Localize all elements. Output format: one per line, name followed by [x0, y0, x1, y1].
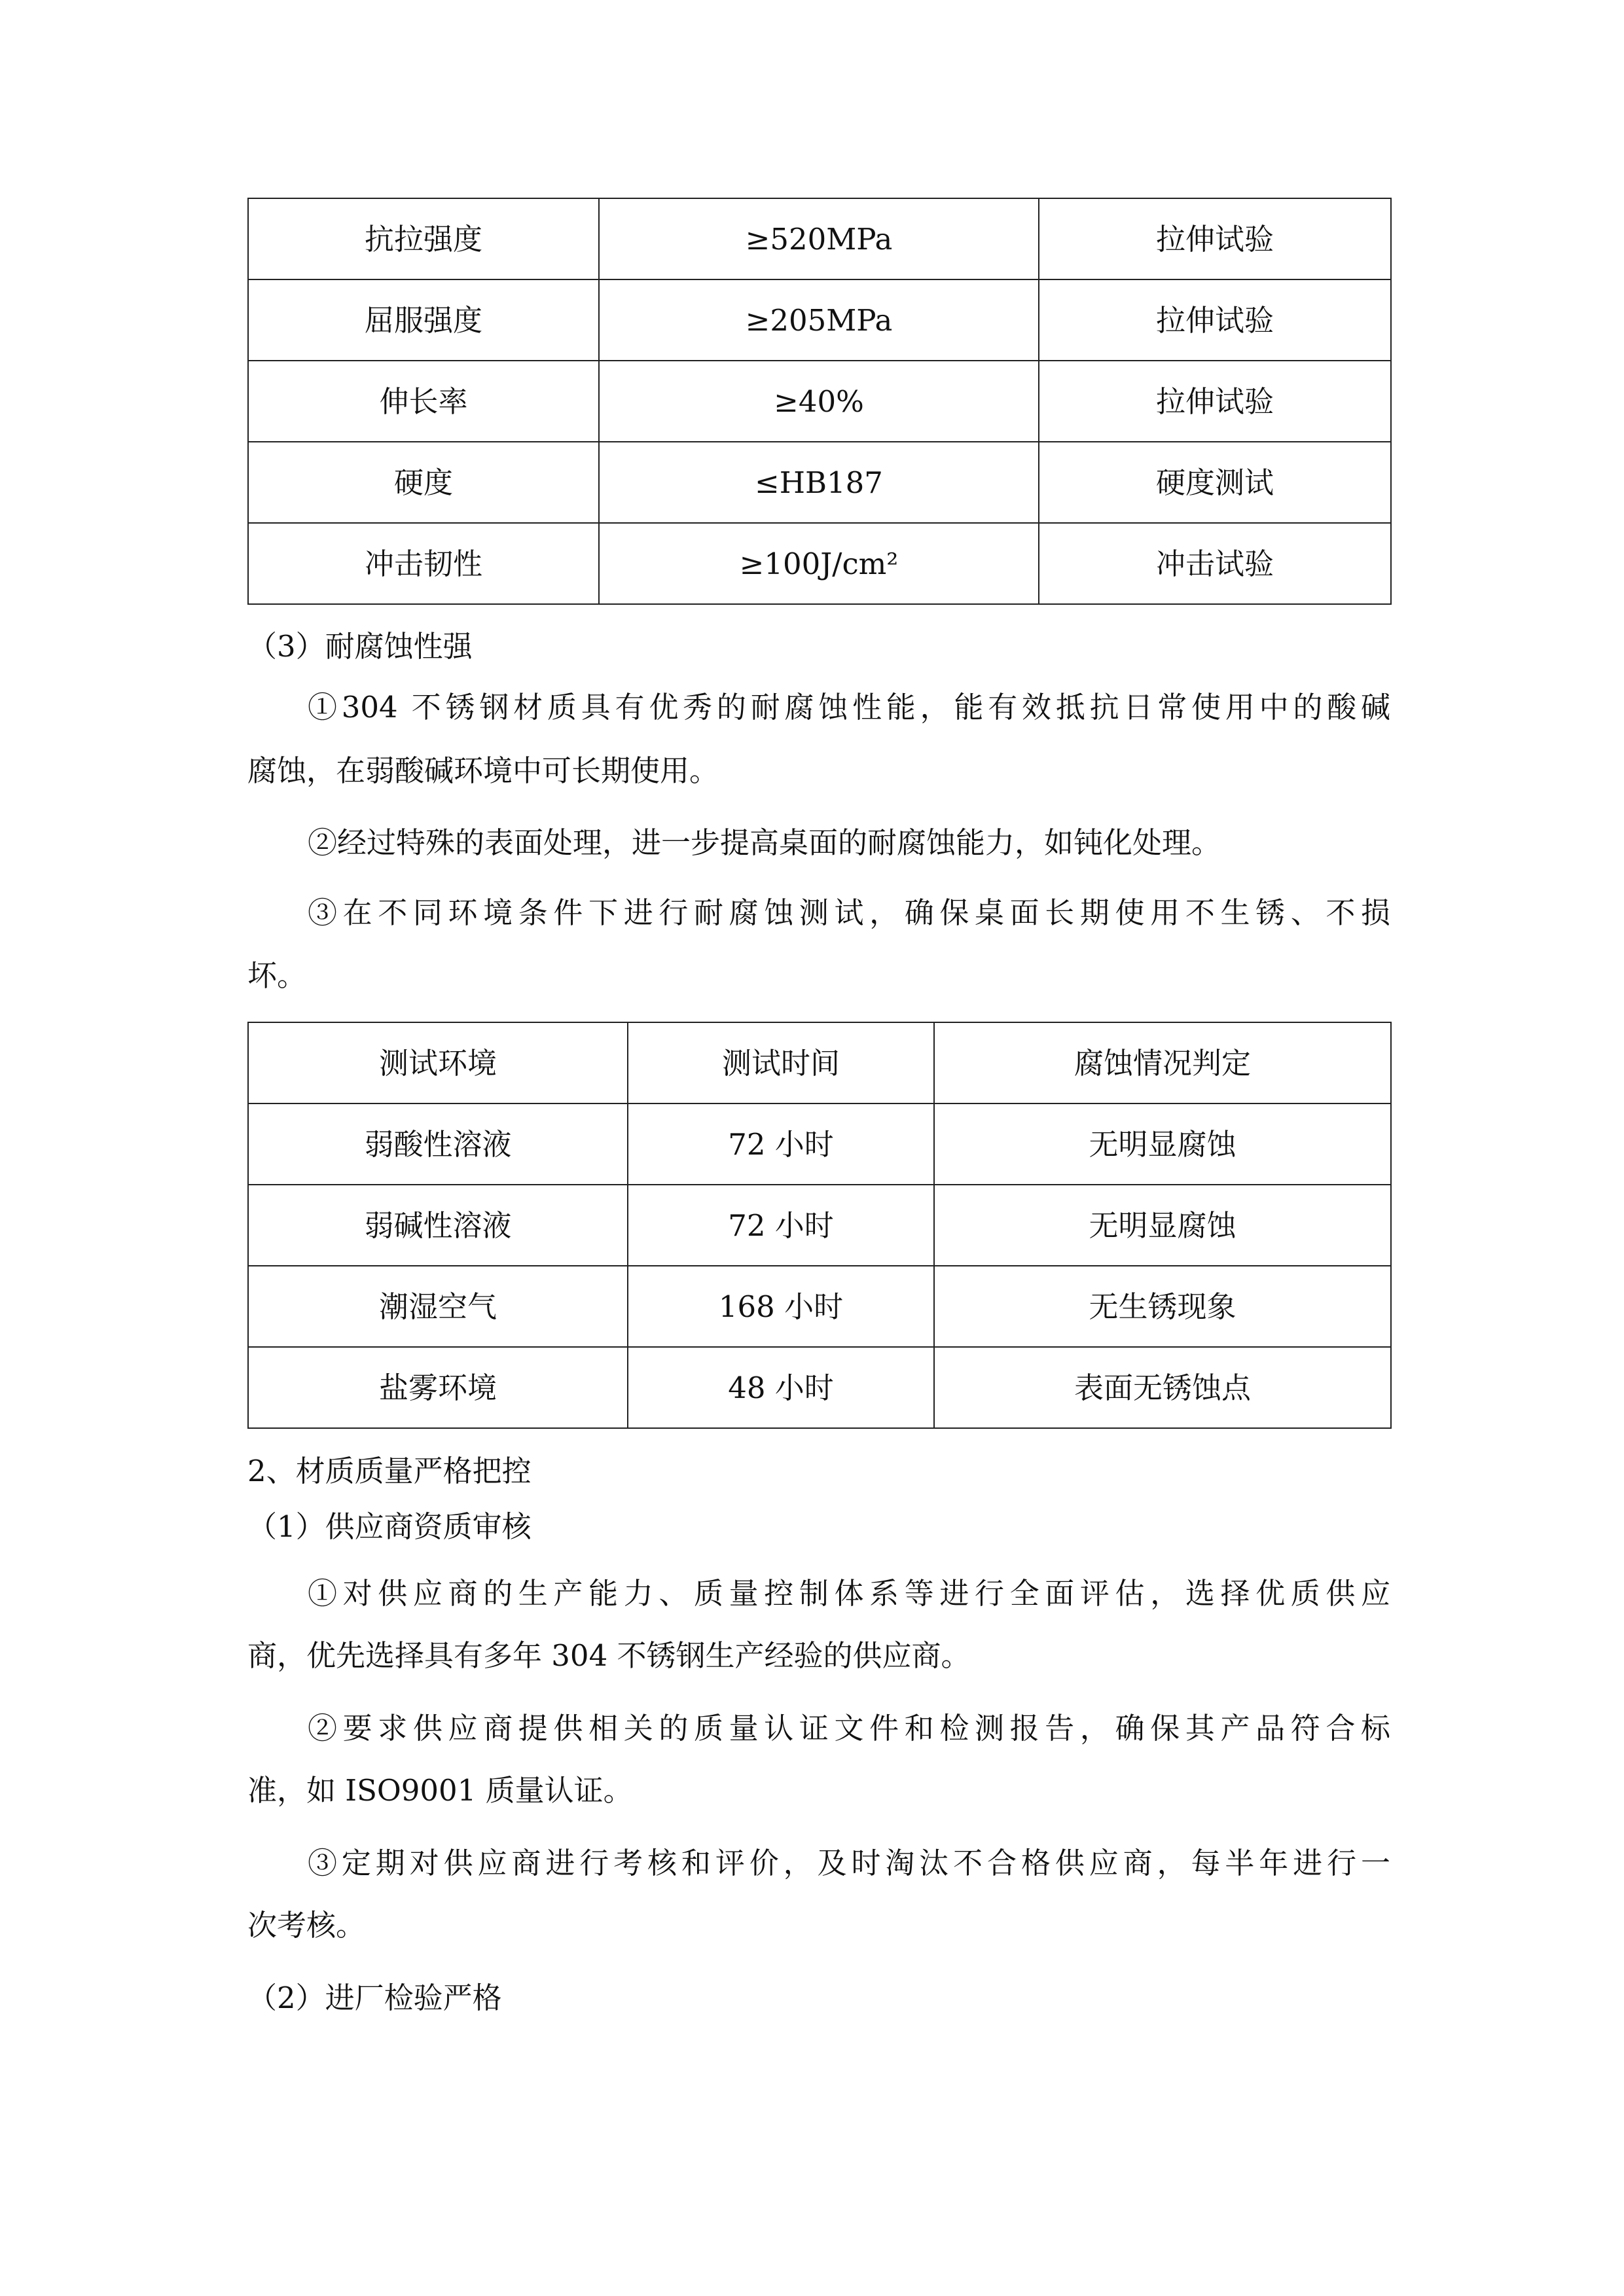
environment-cell: 盐雾环境 [248, 1347, 628, 1428]
duration-cell: 72 小时 [628, 1103, 934, 1185]
property-name-cell: 冲击韧性 [248, 523, 599, 604]
paragraph-line: 次考核。 [247, 1908, 366, 1943]
paragraph-line: ②要求供应商提供相关的质量认证文件和检测报告，确保其产品符合标 [308, 1711, 1390, 1746]
result-cell: 无生锈现象 [934, 1266, 1391, 1347]
column-header-result: 腐蚀情况判定 [934, 1022, 1391, 1103]
duration-cell: 168 小时 [628, 1266, 934, 1347]
property-value-cell: ≥100J/cm² [599, 523, 1039, 604]
paragraph-line: ③在不同环境条件下进行耐腐蚀测试，确保桌面长期使用不生锈、不损 [308, 895, 1390, 930]
table-row [248, 523, 1391, 604]
environment-cell: 弱碱性溶液 [248, 1185, 628, 1266]
paragraph-line: ①304 不锈钢材质具有优秀的耐腐蚀性能，能有效抵抗日常使用中的酸碱 [308, 690, 1390, 725]
test-method-cell: 拉伸试验 [1039, 198, 1391, 279]
column-header-environment: 测试环境 [248, 1022, 628, 1103]
corrosion-test-table [247, 1022, 1392, 1429]
paragraph-line: ①对供应商的生产能力、质量控制体系等进行全面评估，选择优质供应 [308, 1576, 1390, 1611]
table-row [248, 1103, 1391, 1185]
result-cell: 无明显腐蚀 [934, 1185, 1391, 1266]
duration-cell: 72 小时 [628, 1185, 934, 1266]
property-name-cell: 屈服强度 [248, 279, 599, 361]
table-row [248, 1185, 1391, 1266]
property-name-cell: 抗拉强度 [248, 198, 599, 279]
table-row [248, 279, 1391, 361]
test-method-cell: 拉伸试验 [1039, 361, 1391, 442]
table-row [248, 442, 1391, 523]
property-value-cell: ≥40% [599, 361, 1039, 442]
environment-cell: 弱酸性溶液 [248, 1103, 628, 1185]
property-value-cell: ≥205MPa [599, 279, 1039, 361]
paragraph-line: ③定期对供应商进行考核和评价，及时淘汰不合格供应商，每半年进行一 [308, 1846, 1390, 1880]
section-heading-corrosion: （3）耐腐蚀性强 [247, 629, 473, 664]
column-header-duration: 测试时间 [628, 1022, 934, 1103]
table-header-row [248, 1022, 1391, 1103]
property-value-cell: ≤HB187 [599, 442, 1039, 523]
table-row [248, 1266, 1391, 1347]
test-method-cell: 冲击试验 [1039, 523, 1391, 604]
mechanical-properties-table [247, 198, 1392, 605]
paragraph-line: 商，优先选择具有多年 304 不锈钢生产经验的供应商。 [247, 1638, 971, 1673]
result-cell: 无明显腐蚀 [934, 1103, 1391, 1185]
subsection-heading-supplier: （1）供应商资质审核 [247, 1509, 532, 1544]
property-value-cell: ≥520MPa [599, 198, 1039, 279]
table-row [248, 361, 1391, 442]
property-name-cell: 硬度 [248, 442, 599, 523]
result-cell: 表面无锈蚀点 [934, 1347, 1391, 1428]
test-method-cell: 硬度测试 [1039, 442, 1391, 523]
property-name-cell: 伸长率 [248, 361, 599, 442]
paragraph-line: 准，如 ISO9001 质量认证。 [247, 1773, 633, 1808]
table-row [248, 1347, 1391, 1428]
duration-cell: 48 小时 [628, 1347, 934, 1428]
table-row [248, 198, 1391, 279]
paragraph-line: 腐蚀，在弱酸碱环境中可长期使用。 [247, 753, 719, 788]
section-heading-material-quality: 2、材质质量严格把控 [247, 1454, 532, 1488]
subsection-heading-incoming-inspection: （2）进厂检验严格 [247, 1981, 502, 2015]
paragraph-line: ②经过特殊的表面处理，进一步提高桌面的耐腐蚀能力，如钝化处理。 [308, 825, 1221, 860]
test-method-cell: 拉伸试验 [1039, 279, 1391, 361]
environment-cell: 潮湿空气 [248, 1266, 628, 1347]
paragraph-line: 坏。 [247, 958, 307, 993]
